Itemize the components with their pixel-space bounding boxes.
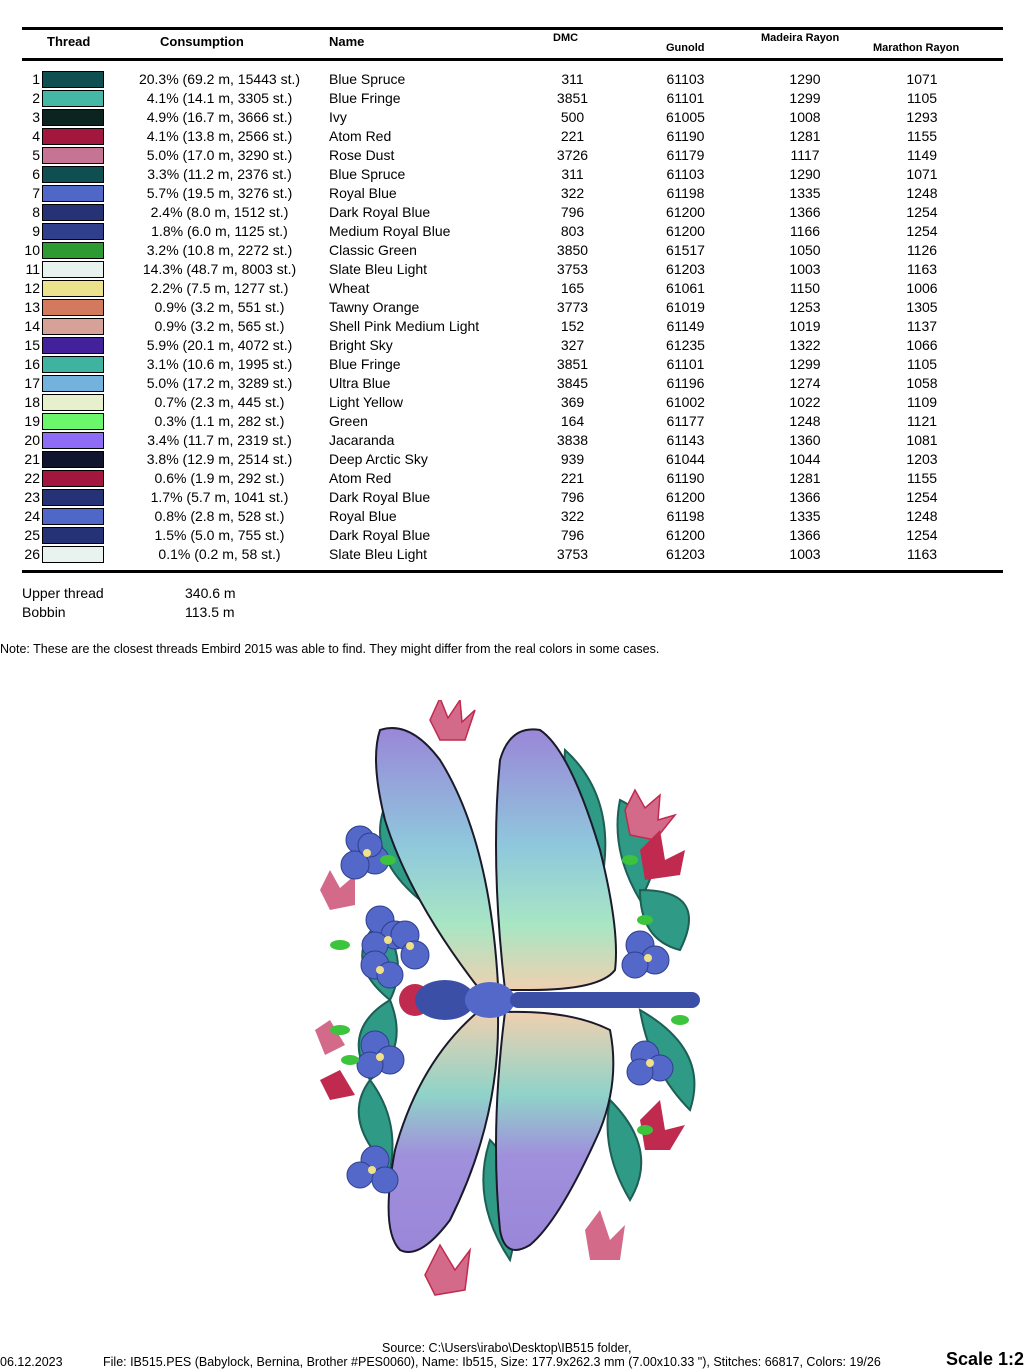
thread-name-cell: Slate Bleu Light [329,261,428,277]
table-row [0,184,1024,203]
color-swatch [42,318,104,335]
dmc-cell: 152 [560,318,585,334]
thread-number: 9 [32,223,40,239]
gunold-cell: 61044 [666,451,705,467]
upper-thread-value: 340.6 m [185,585,236,601]
dmc-cell: 3850 [556,242,589,258]
consumption-cell: 0.9% (3.2 m, 565 st.) [154,318,285,334]
table-row [0,89,1024,108]
madeira-cell: 1322 [789,337,821,353]
thread-name-cell: Classic Green [329,242,417,258]
dmc-cell: 164 [560,413,585,429]
madeira-cell: 1022 [789,394,821,410]
header-marathon: Marathon Rayon [873,42,960,54]
header-madeira: Madeira Rayon [761,32,840,44]
table-row [0,526,1024,545]
thread-number: 8 [32,204,40,220]
table-row [0,374,1024,393]
header-gunold: Gunold [666,42,705,54]
madeira-cell: 1281 [789,128,821,144]
thread-name-cell: Deep Arctic Sky [329,451,428,467]
dmc-cell: 165 [560,280,585,296]
dmc-cell: 221 [560,470,585,486]
gunold-cell: 61200 [666,489,705,505]
thread-number: 18 [24,394,40,410]
marathon-cell: 1137 [906,318,938,334]
table-row [0,545,1024,564]
madeira-cell: 1366 [789,527,821,543]
madeira-cell: 1366 [789,489,821,505]
gunold-cell: 61179 [666,147,705,163]
marathon-cell: 1149 [906,147,938,163]
thread-name-cell: Blue Fringe [329,356,401,372]
color-swatch [42,128,104,145]
madeira-cell: 1335 [789,185,821,201]
color-swatch [42,546,104,563]
dmc-cell: 500 [560,109,585,125]
marathon-cell: 1126 [906,242,938,258]
gunold-cell: 61149 [666,318,705,334]
bobbin-label: Bobbin [22,604,66,620]
thread-number: 17 [24,375,40,391]
table-row [0,355,1024,374]
madeira-cell: 1050 [789,242,821,258]
marathon-cell: 1305 [906,299,938,315]
consumption-cell: 14.3% (48.7 m, 8003 st.) [142,261,297,277]
marathon-cell: 1163 [906,261,938,277]
thread-number: 5 [32,147,40,163]
consumption-cell: 3.8% (12.9 m, 2514 st.) [146,451,293,467]
color-swatch [42,147,104,164]
table-row [0,393,1024,412]
thread-name-cell: Tawny Orange [329,299,420,315]
gunold-cell: 61103 [666,71,705,87]
thread-note: Note: These are the closest threads Embird 2015 was able to find. They might differ from the real colors in some cases. [0,642,660,656]
table-row [0,317,1024,336]
thread-name-cell: Dark Royal Blue [329,489,431,505]
color-swatch [42,204,104,221]
marathon-cell: 1293 [906,109,938,125]
gunold-cell: 61200 [666,223,705,239]
color-swatch [42,71,104,88]
gunold-cell: 61198 [666,185,705,201]
thread-number: 10 [24,242,40,258]
gunold-cell: 61235 [666,337,705,353]
marathon-cell: 1203 [906,451,938,467]
thread-name-cell: Slate Bleu Light [329,546,428,562]
table-row [0,431,1024,450]
gunold-cell: 61143 [666,432,705,448]
thread-name-cell: Jacaranda [329,432,395,448]
dmc-cell: 3838 [556,432,589,448]
color-swatch [42,527,104,544]
thread-name-cell: Blue Fringe [329,90,401,106]
thread-name-cell: Dark Royal Blue [329,527,431,543]
gunold-cell: 61061 [666,280,705,296]
thread-number: 11 [25,261,40,277]
color-swatch [42,470,104,487]
dmc-cell: 796 [560,527,585,543]
dmc-cell: 3851 [556,356,589,372]
marathon-cell: 1058 [906,375,938,391]
thread-number: 14 [24,318,40,334]
consumption-cell: 3.1% (10.6 m, 1995 st.) [146,356,293,372]
color-swatch [42,185,104,202]
thread-number: 12 [24,280,40,296]
dmc-cell: 221 [560,128,585,144]
table-header-rule [22,58,1003,61]
footer-file-info: File: IB515.PES (Babylock, Bernina, Brother #PES0060), Name: Ib515, Size: 177.9x262.3 mm (7.00x10.33 "), Stitches: 66817, Colors: 19/26 [103,1355,881,1369]
thread-number: 1 [32,71,40,87]
thread-name-cell: Dark Royal Blue [329,204,431,220]
gunold-cell: 61190 [666,128,705,144]
thread-number: 23 [24,489,40,505]
thread-number: 19 [24,413,40,429]
dmc-cell: 322 [560,185,585,201]
madeira-cell: 1299 [789,356,821,372]
color-swatch [42,356,104,373]
marathon-cell: 1254 [906,489,938,505]
table-row [0,222,1024,241]
table-row [0,450,1024,469]
consumption-cell: 1.8% (6.0 m, 1125 st.) [151,223,288,239]
marathon-cell: 1121 [906,413,938,429]
color-swatch [42,432,104,449]
upper-thread-label: Upper thread [22,585,104,601]
thread-number: 25 [24,527,40,543]
marathon-cell: 1071 [906,71,938,87]
embroidery-design-image [300,700,720,1310]
color-swatch [42,413,104,430]
thread-name-cell: Shell Pink Medium Light [329,318,480,334]
madeira-cell: 1150 [789,280,821,296]
marathon-cell: 1066 [906,337,938,353]
marathon-cell: 1248 [906,185,938,201]
table-top-rule [22,27,1003,30]
table-row [0,165,1024,184]
table-row [0,488,1024,507]
gunold-cell: 61196 [666,375,705,391]
table-row [0,203,1024,222]
consumption-cell: 3.3% (11.2 m, 2376 st.) [147,166,292,182]
footer-date: 06.12.2023 [0,1355,63,1369]
color-swatch [42,508,104,525]
header-consumption: Consumption [160,34,244,49]
dmc-cell: 3851 [556,90,589,106]
color-swatch [42,242,104,259]
madeira-cell: 1166 [789,223,821,239]
table-row [0,127,1024,146]
table-row [0,336,1024,355]
madeira-cell: 1117 [790,147,820,163]
thread-number: 2 [32,90,40,106]
thread-number: 20 [24,432,40,448]
color-swatch [42,394,104,411]
madeira-cell: 1044 [789,451,821,467]
scale-label: Scale 1:2 [945,1349,1024,1369]
madeira-cell: 1335 [789,508,821,524]
madeira-cell: 1274 [789,375,821,391]
footer-source: Source: C:\Users\irabo\Desktop\IB515 folder, [382,1341,632,1355]
color-swatch [42,261,104,278]
gunold-cell: 61005 [666,109,705,125]
bobbin-value: 113.5 m [185,604,235,620]
consumption-cell: 0.7% (2.3 m, 445 st.) [154,394,285,410]
consumption-cell: 1.7% (5.7 m, 1041 st.) [150,489,289,505]
gunold-cell: 61103 [666,166,705,182]
color-swatch [42,166,104,183]
thread-name-cell: Light Yellow [329,394,403,410]
header-name: Name [329,34,365,49]
thread-name-cell: Bright Sky [329,337,393,353]
gunold-cell: 61002 [666,394,705,410]
marathon-cell: 1155 [906,128,938,144]
color-swatch [42,489,104,506]
header-thread: Thread [47,34,91,49]
gunold-cell: 61200 [666,204,705,220]
madeira-cell: 1008 [789,109,821,125]
madeira-cell: 1248 [789,413,821,429]
thread-name-cell: Ivy [329,109,347,125]
consumption-cell: 5.0% (17.0 m, 3290 st.) [146,147,293,163]
marathon-cell: 1155 [906,470,938,486]
consumption-cell: 3.2% (10.8 m, 2272 st.) [146,242,293,258]
consumption-cell: 20.3% (69.2 m, 15443 st.) [138,71,301,87]
dmc-cell: 803 [560,223,585,239]
consumption-cell: 2.4% (8.0 m, 1512 st.) [150,204,289,220]
table-row [0,412,1024,431]
consumption-cell: 4.1% (13.8 m, 2566 st.) [146,128,293,144]
color-swatch [42,109,104,126]
marathon-cell: 1254 [906,527,938,543]
consumption-cell: 0.6% (1.9 m, 292 st.) [154,470,285,486]
madeira-cell: 1299 [789,90,821,106]
gunold-cell: 61190 [666,470,705,486]
dmc-cell: 3726 [556,147,589,163]
dmc-cell: 796 [560,489,585,505]
dmc-cell: 796 [560,204,585,220]
table-row [0,260,1024,279]
marathon-cell: 1105 [906,90,938,106]
table-row [0,70,1024,89]
thread-number: 24 [24,508,40,524]
thread-name-cell: Atom Red [329,470,392,486]
dmc-cell: 3753 [556,546,589,562]
madeira-cell: 1290 [789,71,821,87]
consumption-cell: 0.9% (3.2 m, 551 st.) [154,299,285,315]
consumption-cell: 2.2% (7.5 m, 1277 st.) [150,280,289,296]
color-swatch [42,280,104,297]
table-row [0,279,1024,298]
consumption-cell: 5.7% (19.5 m, 3276 st.) [146,185,293,201]
dmc-cell: 311 [561,71,584,87]
consumption-cell: 5.9% (20.1 m, 4072 st.) [146,337,293,353]
madeira-cell: 1003 [789,546,821,562]
color-swatch [42,223,104,240]
dmc-cell: 3753 [556,261,589,277]
thread-name-cell: Medium Royal Blue [329,223,451,239]
madeira-cell: 1003 [789,261,821,277]
thread-name-cell: Royal Blue [329,508,397,524]
dmc-cell: 322 [560,508,585,524]
marathon-cell: 1254 [906,204,938,220]
thread-number: 16 [24,356,40,372]
dmc-cell: 311 [561,166,584,182]
thread-number: 26 [24,546,40,562]
marathon-cell: 1081 [906,432,938,448]
gunold-cell: 61101 [666,356,705,372]
gunold-cell: 61517 [666,242,705,258]
thread-name-cell: Ultra Blue [329,375,391,391]
thread-name-cell: Green [329,413,368,429]
thread-name-cell: Rose Dust [329,147,395,163]
table-row [0,146,1024,165]
gunold-cell: 61200 [666,527,705,543]
marathon-cell: 1105 [906,356,938,372]
marathon-cell: 1006 [906,280,938,296]
gunold-cell: 61177 [666,413,705,429]
thread-number: 6 [32,166,40,182]
marathon-cell: 1163 [906,546,938,562]
header-dmc: DMC [553,32,579,44]
madeira-cell: 1366 [789,204,821,220]
thread-number: 21 [24,451,40,467]
gunold-cell: 61203 [666,261,705,277]
table-bottom-rule [22,570,1003,573]
consumption-cell: 0.1% (0.2 m, 58 st.) [158,546,281,562]
table-row [0,298,1024,317]
thread-name-cell: Atom Red [329,128,392,144]
thread-number: 7 [32,185,40,201]
gunold-cell: 61101 [666,90,705,106]
thread-name-cell: Royal Blue [329,185,397,201]
color-swatch [42,451,104,468]
table-row [0,108,1024,127]
madeira-cell: 1019 [789,318,821,334]
gunold-cell: 61203 [666,546,705,562]
thread-number: 4 [32,128,40,144]
thread-number: 15 [24,337,40,353]
dmc-cell: 3773 [556,299,589,315]
color-swatch [42,299,104,316]
consumption-cell: 4.1% (14.1 m, 3305 st.) [146,90,293,106]
consumption-cell: 4.9% (16.7 m, 3666 st.) [146,109,293,125]
dmc-cell: 3845 [556,375,589,391]
dmc-cell: 369 [560,394,585,410]
madeira-cell: 1281 [789,470,821,486]
marathon-cell: 1109 [906,394,938,410]
madeira-cell: 1253 [789,299,821,315]
thread-number: 3 [32,109,40,125]
table-row [0,507,1024,526]
madeira-cell: 1360 [789,432,821,448]
thread-name-cell: Blue Spruce [329,71,406,87]
dmc-cell: 327 [560,337,585,353]
consumption-cell: 0.8% (2.8 m, 528 st.) [154,508,285,524]
thread-name-cell: Wheat [329,280,370,296]
thread-number: 13 [24,299,40,315]
color-swatch [42,375,104,392]
consumption-cell: 5.0% (17.2 m, 3289 st.) [146,375,293,391]
madeira-cell: 1290 [789,166,821,182]
gunold-cell: 61019 [666,299,705,315]
color-swatch [42,90,104,107]
color-swatch [42,337,104,354]
dmc-cell: 939 [560,451,585,467]
consumption-cell: 1.5% (5.0 m, 755 st.) [154,527,285,543]
table-row [0,469,1024,488]
marathon-cell: 1071 [906,166,938,182]
table-row [0,241,1024,260]
gunold-cell: 61198 [666,508,705,524]
consumption-cell: 3.4% (11.7 m, 2319 st.) [147,432,292,448]
consumption-cell: 0.3% (1.1 m, 282 st.) [154,413,285,429]
marathon-cell: 1248 [906,508,938,524]
marathon-cell: 1254 [906,223,938,239]
thread-number: 22 [24,470,40,486]
thread-name-cell: Blue Spruce [329,166,406,182]
